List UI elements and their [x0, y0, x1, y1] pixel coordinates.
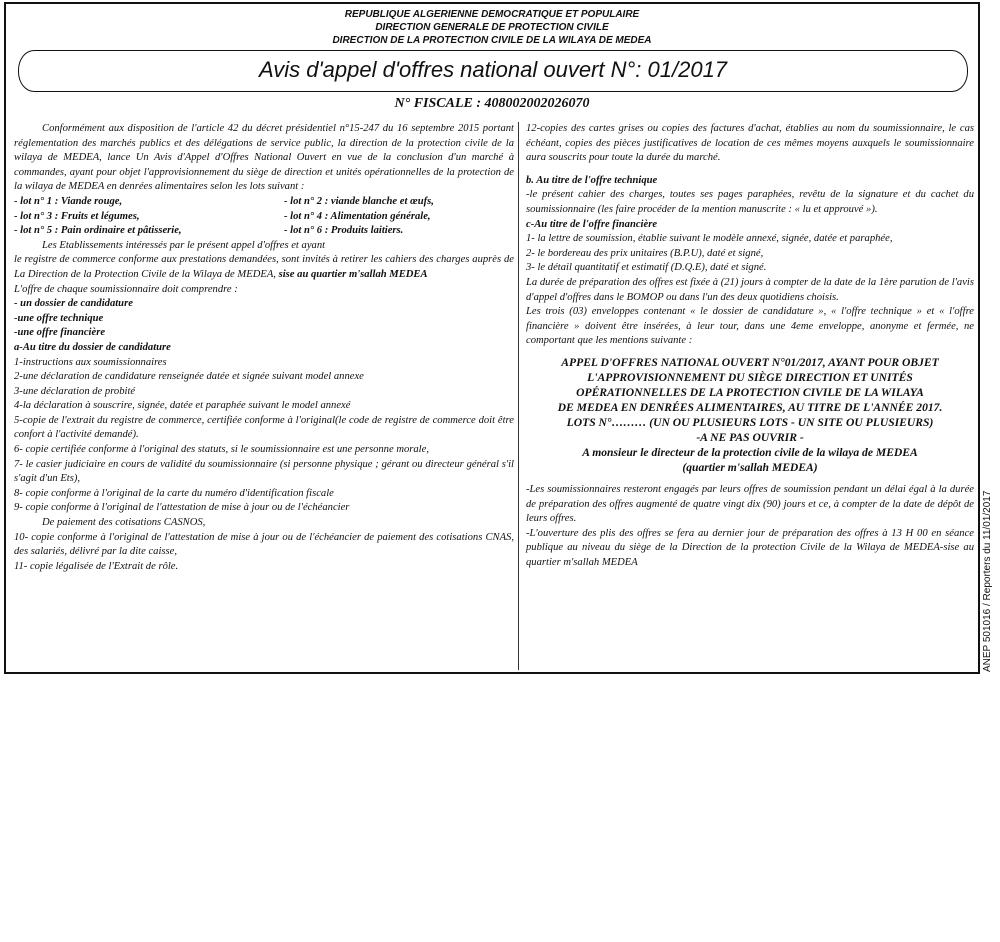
fiscal-number: N° FISCALE : 408002002026070 [394, 96, 590, 111]
envelope-line-7: A monsieur le directeur de la protection civile de la wilaya de MEDEA [582, 445, 918, 459]
item-12: 12-copies des cartes grises ou copies des factures d'achat, établies au nom du soumissionnaire, le cas échéant, copies des pièces justificatives de location de ces mêmes moyens auxquels le soumissionnaire aura souscrits pour toute la durée du marché. [526, 123, 974, 164]
section-c-title: c-Au titre de l'offre financière [526, 218, 658, 230]
envelope-line-6: -A NE PAS OUVRIR - [696, 430, 804, 444]
envelope-line-8: (quartier m'sallah MEDEA) [682, 460, 818, 474]
title-box [18, 50, 968, 92]
lot-6: - lot n° 6 : Produits laitiers. [284, 225, 404, 237]
section-c-item-3: 3- le détail quantitatif et estimatif (D.Q.E), daté et signé. [526, 262, 767, 274]
side-note: ANEP 501016 / Reporters du 11/01/2017 [982, 490, 993, 672]
list-item: 2-une déclaration de candidature renseignée datée et signée suivant model annexe [14, 371, 364, 383]
envelope-line-1: APPEL D'OFFRES NATIONAL OUVERT N°01/2017, AYANT POUR OBJET [561, 355, 939, 369]
list-item: 9- copie conforme à l'original de l'attestation de mise à jour ou de l'échéancier [14, 502, 350, 514]
etablissements-line: Les Etablissements intéressés par le présent appel d'offres et ayant [42, 239, 326, 251]
ouverture-paragraph: -L'ouverture des plis des offres se fera au dernier jour de préparation des offres à 13 H 00 en séance publique au niveau du siège de la Direction de la protection Civile de la Wilaya de MEDEA-sise au quartier m'sallah MEDEA [526, 527, 974, 568]
envelope-line-4: DE MEDEA EN DENRÉES ALIMENTAIRES, AU TITRE DE L'ANNÉE 2017. [557, 400, 943, 414]
lot-5: - lot n° 5 : Pain ordinaire et pâtisserie, [14, 225, 182, 237]
engagement-paragraph: -Les soumissionnaires resteront engagés par leurs offres de soumission pendant un délai égal à la durée de préparation des offres augmenté de quatre vingt dix (90) jours et ce, à compter de la date de dépôt de leurs offres. [526, 483, 974, 525]
list-item: 11- copie légalisée de l'Extrait de rôle. [14, 560, 179, 572]
list-item: 8- copie conforme à l'original de la carte du numéro d'identification fiscale [14, 487, 334, 499]
section-c-item-1: 1- la lettre de soumission, établie suivant le modèle annexé, signée, datée et paraphée, [526, 233, 893, 245]
section-b-text: -le présent cahier des charges, toutes ses pages paraphées, revêtu de la signature et du cachet du soumissionnaire (les faire procéder de la mention manuscrite : « lu et approuvé »). [526, 189, 974, 215]
header-line-1: REPUBLIQUE ALGERIENNE DEMOCRATIQUE ET POPULAIRE [344, 9, 640, 20]
etablissements-address: sise au quartier m'sallah MEDEA [278, 268, 428, 280]
notice-title: Avis d'appel d'offres national ouvert N°: 01/2017 [258, 57, 728, 82]
list-item: 6- copie certifiée conforme à l'original des statuts, si le soumissionnaire est une personne morale, [14, 444, 429, 456]
lot-3: - lot n° 3 : Fruits et légumes, [14, 210, 140, 222]
etablissements-body: le registre de commerce conforme aux prestations demandées, sont invités à retirer les cahiers des charges auprès de La Direction de la Protection Civile de la Wilaya de MEDEA, [14, 254, 514, 280]
section-c-item-2: 2- le bordereau des prix unitaires (B.P.U), daté et signé, [526, 247, 764, 259]
financiere-item: -une offre financière [14, 327, 106, 339]
offre-intro: L'offre de chaque soumissionnaire doit comprendre : [14, 283, 238, 295]
column-divider [518, 122, 519, 670]
enveloppes-paragraph: Les trois (03) enveloppes contenant « le dossier de candidature », « l'offre technique » et « l'offre financière » doivent être insérées, à leur tour, dans une 4eme enveloppe, anonyme et fermée, ne comportant que les mentions suivante : [526, 306, 974, 347]
envelope-line-3: OPÉRATIONNELLES DE LA PROTECTION CIVILE DE LA WILAYA [576, 385, 924, 399]
spacer [526, 166, 974, 174]
list-item: De paiement des cotisations CASNOS, [42, 517, 206, 529]
lots-list [14, 195, 514, 239]
list-item: 5-copie de l'extrait du registre de commerce, certifiée conforme à l'original(le code de registre de commerce doit être confort à l'activité demandé). [14, 414, 514, 441]
technique-item: -une offre technique [14, 312, 104, 324]
envelope-line-2: L'APPROVISIONNEMENT DU SIÈGE DIRECTION ET UNITÉS [587, 370, 913, 384]
envelope-mention [526, 355, 974, 475]
header [6, 8, 978, 47]
intro-paragraph: Conformément aux disposition de l'article 42 du décret présidentiel n°15-247 du 16 septembre 2015 portant réglementation des marchés publics et des délégations de service public, la direction de la protection civile de la wilaya de MEDEA, lance Un Avis d'Appel d'Offres National Ouvert en vue de la conclusion d'un marché à commandes, ayant pour objet l'approvisionnement du siège de direction et unités opérationnelles de la protection de la wilaya de MEDEA en denrées alimentaires selon les lots suivant : [14, 123, 514, 193]
notice-frame [4, 2, 980, 674]
section-a-title: a-Au titre du dossier de candidature [14, 341, 171, 353]
right-column [526, 122, 974, 570]
list-item: 10- copie conforme à l'original de l'attestation de mise à jour ou de l'échéancier de paiement des cotisations CNAS, des salariés, délivré par la dite caisse, [14, 531, 514, 558]
etablissements-text [14, 253, 514, 282]
duree-paragraph: La durée de préparation des offres est fixée à (21) jours à compter de la date de la 1ère parution de l'avis d'appel d'offres dans le BOMOP ou dans l'un des deux quotidiens choisis. [526, 276, 974, 303]
dossier-item: - un dossier de candidature [14, 298, 133, 310]
header-line-2: DIRECTION GENERALE DE PROTECTION CIVILE [375, 22, 609, 33]
lot-1: - lot n° 1 : Viande rouge, [14, 195, 123, 207]
list-item: 1-instructions aux soumissionnaires [14, 356, 167, 368]
envelope-line-5: LOTS N°……… (UN OU PLUSIEURS LOTS - UN SITE OU PLUSIEURS) [566, 415, 934, 429]
section-b-title: b. Au titre de l'offre technique [526, 174, 658, 186]
list-item: 7- le casier judiciaire en cours de validité du soumissionnaire (si personne physique ; gérant ou directeur général s'il s'agit d'un Ets), [14, 458, 514, 485]
lot-4: - lot n° 4 : Alimentation générale, [284, 210, 431, 222]
list-item: 3-une déclaration de probité [14, 385, 136, 397]
header-line-3: DIRECTION DE LA PROTECTION CIVILE DE LA WILAYA DE MEDEA [332, 35, 652, 46]
list-item: 4-la déclaration à souscrire, signée, datée et paraphée suivant le model annexé [14, 400, 351, 412]
lot-2: - lot n° 2 : viande blanche et œufs, [284, 195, 434, 207]
left-column [14, 122, 514, 574]
spacer [526, 475, 974, 483]
